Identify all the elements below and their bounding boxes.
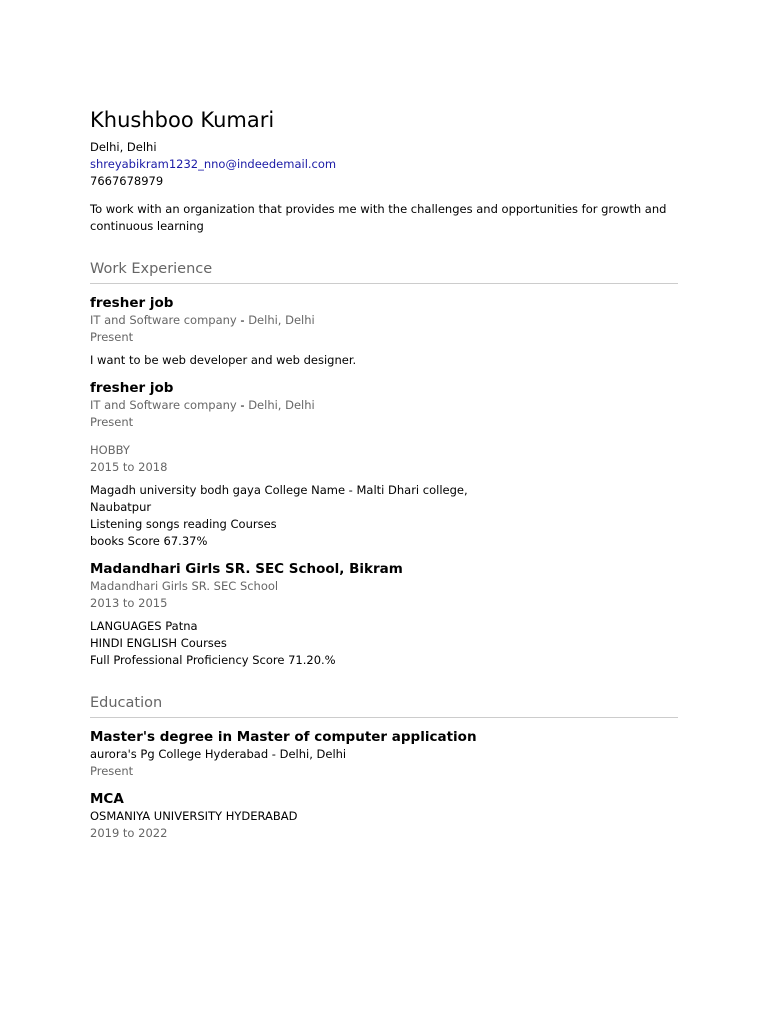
job-description: I want to be web developer and web designer.: [90, 353, 357, 367]
hobby-details: [90, 482, 678, 550]
hobby-date: 2015 to 2018: [90, 460, 168, 474]
email-line: [90, 156, 678, 173]
school-entry: [90, 560, 678, 669]
job-company: IT and Software company: [90, 313, 237, 327]
school-line: Full Professional Proficiency Score 71.20.%: [90, 653, 336, 667]
work-experience-heading: Work Experience: [90, 261, 678, 284]
education-entry-2: [90, 790, 678, 842]
summary: To work with an organization that provides me with the challenges and opportunities for growth and continuous learning: [90, 202, 667, 233]
degree-school: OSMANIYA UNIVERSITY HYDERABAD: [90, 809, 298, 823]
school-date: 2013 to 2015: [90, 596, 168, 610]
degree-date: Present: [90, 764, 134, 778]
hobby-line: Magadh university bodh gaya College Name - Malti Dhari college,: [90, 483, 468, 497]
job-title: fresher job: [90, 380, 174, 396]
school-title: Madandhari Girls SR. SEC School, Bikram: [90, 561, 403, 577]
hobby-entry: [90, 442, 678, 550]
work-experience-section: [90, 261, 678, 669]
degree-title: MCA: [90, 791, 124, 807]
education-section: [90, 695, 678, 842]
location: Delhi, Delhi: [90, 140, 157, 154]
job-entry-1: [90, 294, 678, 369]
hobby-label: HOBBY: [90, 443, 130, 457]
school-line: LANGUAGES Patna: [90, 619, 198, 633]
separator: -: [236, 313, 249, 327]
resume-page: [90, 106, 678, 842]
candidate-name: Khushboo Kumari: [90, 108, 275, 132]
job-company-line: [90, 397, 678, 414]
job-date: Present: [90, 415, 134, 429]
hobby-line: books Score 67.37%: [90, 534, 208, 548]
job-date: Present: [90, 330, 134, 344]
job-company: IT and Software company: [90, 398, 237, 412]
job-location: Delhi, Delhi: [248, 313, 315, 327]
education-heading: Education: [90, 695, 678, 718]
job-title: fresher job: [90, 295, 174, 311]
school-details: [90, 618, 678, 669]
job-location: Delhi, Delhi: [248, 398, 315, 412]
hobby-line: Listening songs reading Courses: [90, 517, 277, 531]
degree-date: 2019 to 2022: [90, 826, 168, 840]
phone: 7667678979: [90, 174, 164, 188]
school-line: HINDI ENGLISH Courses: [90, 636, 227, 650]
degree-school: aurora's Pg College Hyderabad - Delhi, Delhi: [90, 747, 347, 761]
education-entry-1: [90, 728, 678, 780]
degree-title: Master's degree in Master of computer application: [90, 729, 477, 745]
job-company-line: [90, 312, 678, 329]
hobby-line: Naubatpur: [90, 500, 152, 514]
separator: -: [236, 398, 249, 412]
job-entry-2: [90, 379, 678, 431]
email-link[interactable]: shreyabikram1232_nno@indeedemail.com: [90, 157, 337, 171]
school-company: Madandhari Girls SR. SEC School: [90, 579, 279, 593]
contact-block: [90, 139, 678, 190]
